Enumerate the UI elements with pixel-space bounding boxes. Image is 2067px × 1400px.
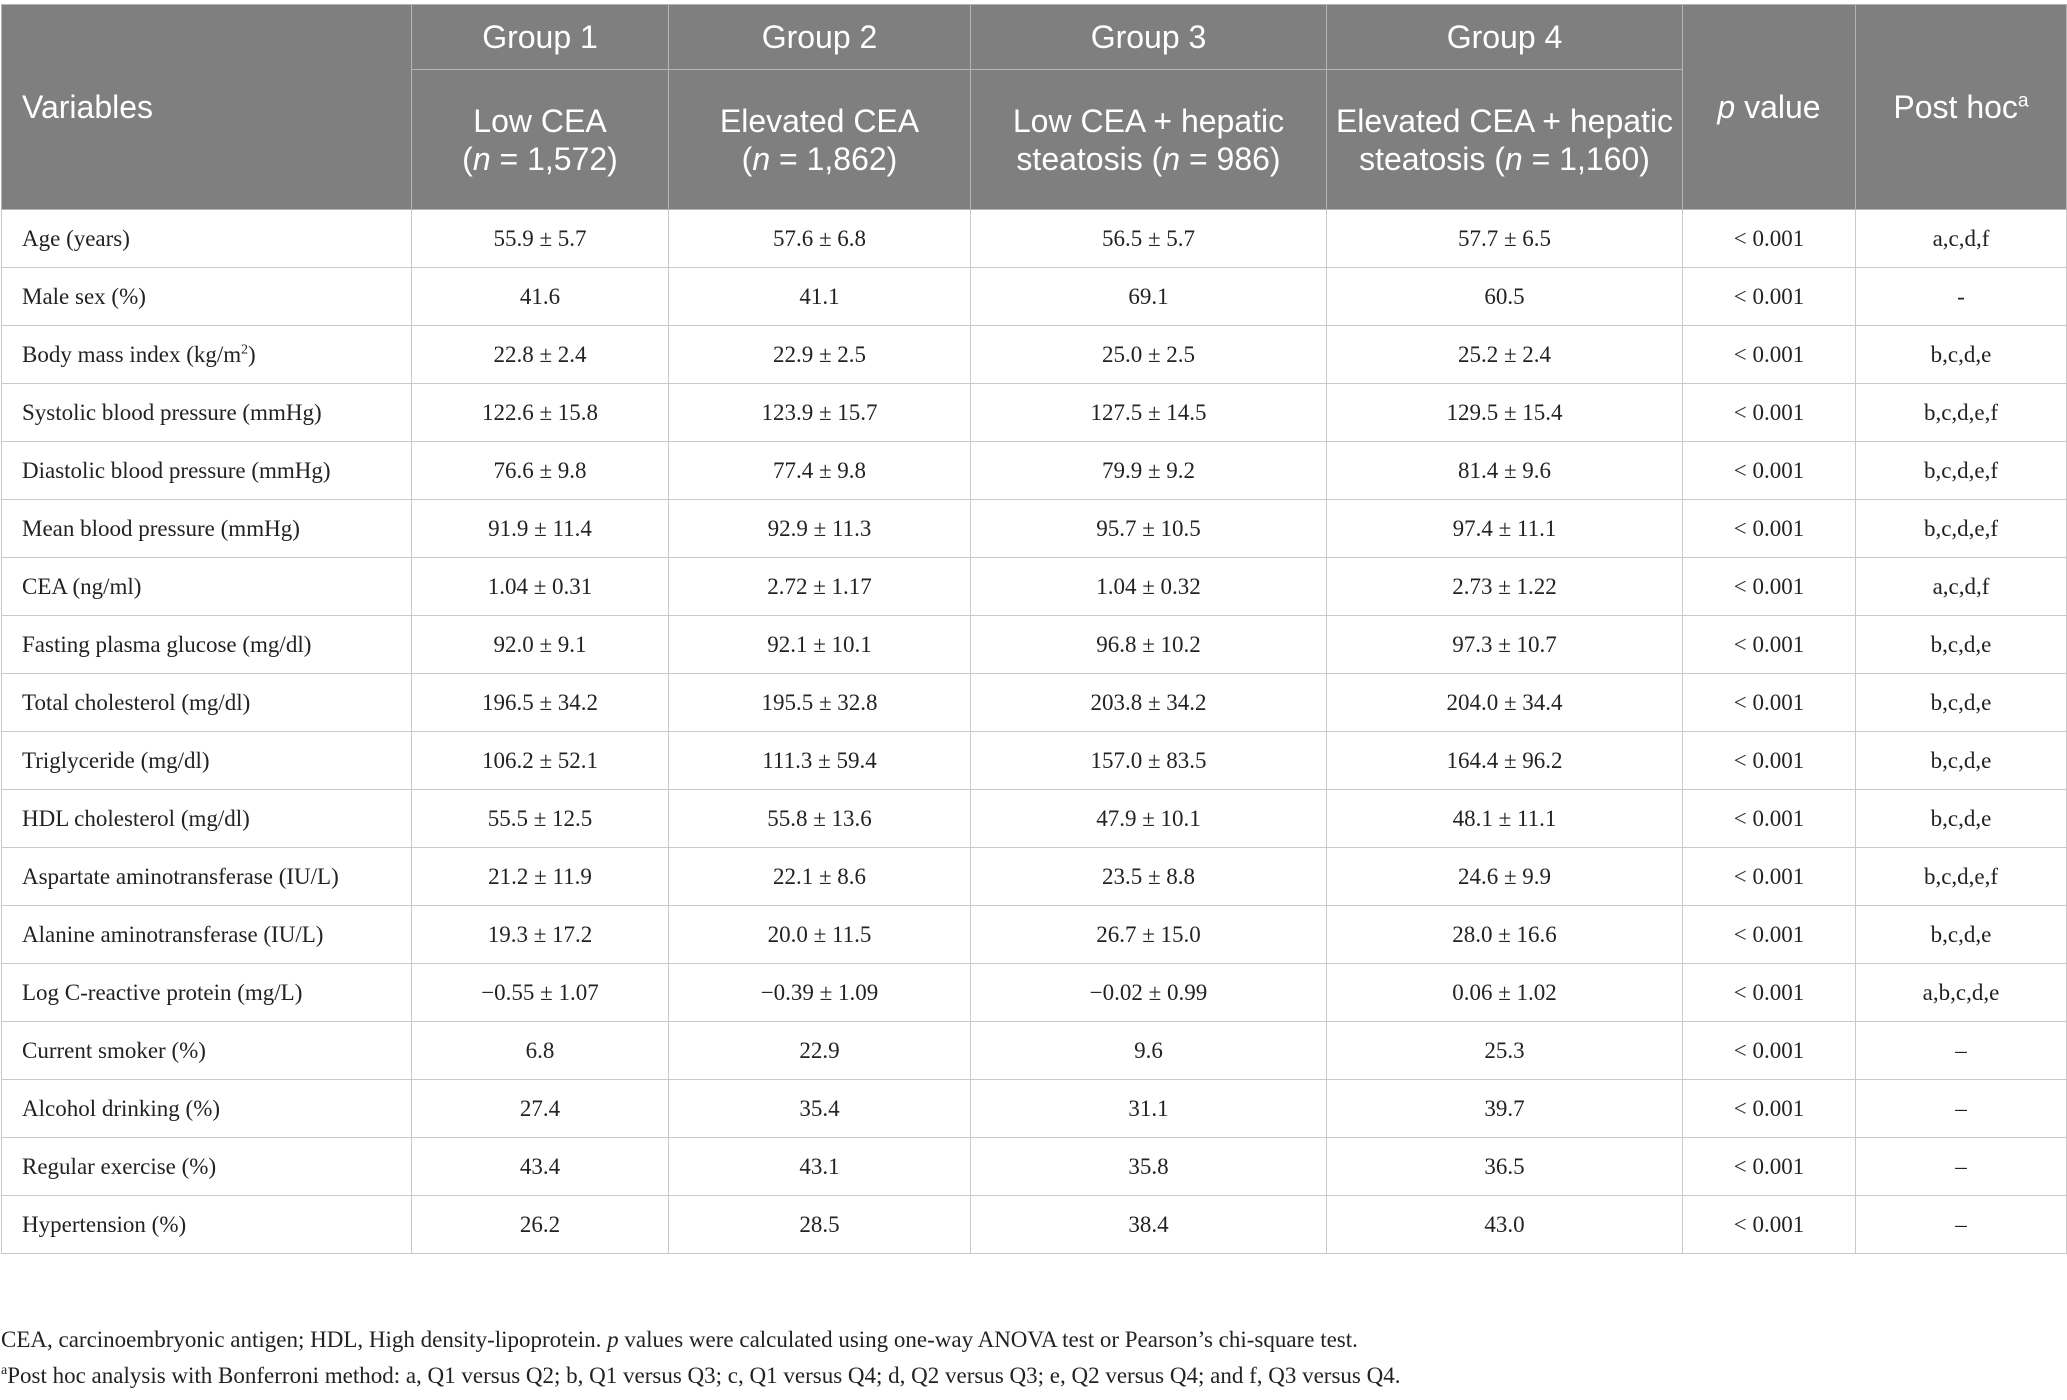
group-3-n-pre: steatosis (: [1016, 140, 1163, 177]
group-3-value: 79.9 ± 9.2: [971, 442, 1327, 500]
table-row: [2, 906, 2067, 964]
variable-label-text: Mean blood pressure (mmHg): [22, 515, 300, 541]
table-row: [2, 1022, 2067, 1080]
posthoc-header: [1856, 5, 2067, 210]
variable-label: [2, 1138, 412, 1196]
group-1-value: 1.04 ± 0.31: [412, 558, 669, 616]
group-2-value: 111.3 ± 59.4: [669, 732, 971, 790]
p-italic: p: [1717, 89, 1736, 125]
group-4-value: 164.4 ± 96.2: [1327, 732, 1683, 790]
group-4-value: 0.06 ± 1.02: [1327, 964, 1683, 1022]
group-2-value: 77.4 ± 9.8: [669, 442, 971, 500]
variable-label-text: CEA (ng/ml): [22, 573, 142, 599]
group-1-value: 76.6 ± 9.8: [412, 442, 669, 500]
variable-label: [2, 1022, 412, 1080]
group-3-value: 56.5 ± 5.7: [971, 210, 1327, 268]
variable-label-text: HDL cholesterol (mg/dl): [22, 805, 250, 831]
footnote-abbrev-text: CEA, carcinoembryonic antigen; HDL, High density-lipoprotein.: [1, 1327, 602, 1352]
group-4-n-italic: n: [1504, 140, 1523, 177]
variable-label: [2, 210, 412, 268]
group-2-value: 195.5 ± 32.8: [669, 674, 971, 732]
group-1-value: 55.5 ± 12.5: [412, 790, 669, 848]
group-2-value: 22.9 ± 2.5: [669, 326, 971, 384]
group-1-value: 91.9 ± 11.4: [412, 500, 669, 558]
p-value: < 0.001: [1683, 558, 1856, 616]
group-4-n-post: = 1,160): [1522, 140, 1650, 177]
p-value: < 0.001: [1683, 1196, 1856, 1254]
p-value: < 0.001: [1683, 848, 1856, 906]
group-2-value: 43.1: [669, 1138, 971, 1196]
p-value: < 0.001: [1683, 732, 1856, 790]
group-1-header: Group 1: [412, 5, 669, 70]
group-1-value: 26.2: [412, 1196, 669, 1254]
footnote-p-italic: p: [607, 1327, 619, 1352]
variable-label-text: Alcohol drinking (%): [22, 1095, 221, 1121]
group-4-value: 25.3: [1327, 1022, 1683, 1080]
group-4-value: 129.5 ± 15.4: [1327, 384, 1683, 442]
group-3-header: Group 3: [971, 5, 1327, 70]
group-1-value: 196.5 ± 34.2: [412, 674, 669, 732]
group-3-n-italic: n: [1162, 140, 1181, 177]
variable-label-text: Systolic blood pressure (mmHg): [22, 399, 322, 425]
group-4-value: 204.0 ± 34.4: [1327, 674, 1683, 732]
group-3-value: 69.1: [971, 268, 1327, 326]
group-1-value: 55.9 ± 5.7: [412, 210, 669, 268]
group-1-value: 92.0 ± 9.1: [412, 616, 669, 674]
variable-label: [2, 964, 412, 1022]
group-1-value: 21.2 ± 11.9: [412, 848, 669, 906]
table-row: [2, 616, 2067, 674]
group-2-desc: [669, 70, 971, 210]
group-3-value: 25.0 ± 2.5: [971, 326, 1327, 384]
posthoc-value: b,c,d,e: [1856, 790, 2067, 848]
posthoc-value: b,c,d,e: [1856, 906, 2067, 964]
group-1-value: 22.8 ± 2.4: [412, 326, 669, 384]
group-3-value: 35.8: [971, 1138, 1327, 1196]
group-3-desc-text: Low CEA + hepatic: [1012, 102, 1285, 139]
table-row: [2, 732, 2067, 790]
group-4-desc: [1327, 70, 1683, 210]
group-1-value: 27.4: [412, 1080, 669, 1138]
group-2-value: −0.39 ± 1.09: [669, 964, 971, 1022]
variable-label: [2, 500, 412, 558]
table-row: [2, 268, 2067, 326]
posthoc-label: Post hoc: [1893, 89, 2018, 125]
p-value: < 0.001: [1683, 790, 1856, 848]
table-row: [2, 500, 2067, 558]
variable-label: [2, 848, 412, 906]
footnote-abbreviations: [1, 1327, 2061, 1353]
p-value: < 0.001: [1683, 964, 1856, 1022]
group-4-desc-text: Elevated CEA + hepatic: [1335, 102, 1674, 139]
group-1-value: −0.55 ± 1.07: [412, 964, 669, 1022]
group-2-n-post: = 1,862): [770, 140, 898, 177]
table-row: [2, 210, 2067, 268]
p-value: < 0.001: [1683, 1138, 1856, 1196]
group-2-header: Group 2: [669, 5, 971, 70]
group-2-value: 57.6 ± 6.8: [669, 210, 971, 268]
variable-label-text: Alanine aminotransferase (IU/L): [22, 921, 324, 947]
variable-label-text: Log C-reactive protein (mg/L): [22, 979, 303, 1005]
variable-label: [2, 1196, 412, 1254]
group-3-value: 1.04 ± 0.32: [971, 558, 1327, 616]
p-value: < 0.001: [1683, 616, 1856, 674]
p-value: < 0.001: [1683, 1080, 1856, 1138]
variable-label-text: Diastolic blood pressure (mmHg): [22, 457, 331, 483]
group-3-value: 26.7 ± 15.0: [971, 906, 1327, 964]
variable-label-text: Male sex (%): [22, 283, 146, 309]
group-4-value: 97.3 ± 10.7: [1327, 616, 1683, 674]
variable-label-text: Triglyceride (mg/dl): [22, 747, 210, 773]
group-4-n-pre: steatosis (: [1359, 140, 1505, 177]
variable-label-text: Body mass index (kg/m: [22, 341, 242, 367]
variable-label: [2, 674, 412, 732]
posthoc-value: b,c,d,e,f: [1856, 384, 2067, 442]
baseline-characteristics-table: [1, 4, 2067, 1254]
group-4-value: 48.1 ± 11.1: [1327, 790, 1683, 848]
posthoc-value: -: [1856, 268, 2067, 326]
group-3-value: 95.7 ± 10.5: [971, 500, 1327, 558]
posthoc-value: –: [1856, 1196, 2067, 1254]
posthoc-value: b,c,d,e: [1856, 674, 2067, 732]
posthoc-value: –: [1856, 1138, 2067, 1196]
footnote-posthoc-sup: a: [1, 1363, 8, 1378]
variable-label: [2, 1080, 412, 1138]
p-value: < 0.001: [1683, 442, 1856, 500]
variable-label: [2, 906, 412, 964]
group-3-value: 9.6: [971, 1022, 1327, 1080]
table-header: [2, 5, 2067, 210]
group-2-desc-text: Elevated CEA: [719, 102, 920, 139]
group-3-value: −0.02 ± 0.99: [971, 964, 1327, 1022]
group-3-value: 38.4: [971, 1196, 1327, 1254]
p-value: < 0.001: [1683, 384, 1856, 442]
variable-label: [2, 442, 412, 500]
table-row: [2, 790, 2067, 848]
group-3-value: 47.9 ± 10.1: [971, 790, 1327, 848]
posthoc-value: –: [1856, 1080, 2067, 1138]
group-2-value: 41.1: [669, 268, 971, 326]
group-1-n-pre: (: [462, 140, 473, 177]
table-row: [2, 384, 2067, 442]
footnote-posthoc-note: Post hoc analysis with Bonferroni method: a, Q1 versus Q2; b, Q1 versus Q3; c, Q1 versus Q4; d, Q2 versus Q3; e, Q2 versus Q4; and f, Q3 versus Q4.: [7, 1363, 1401, 1388]
p-value: < 0.001: [1683, 1022, 1856, 1080]
variables-header: Variables: [2, 5, 412, 210]
posthoc-value: b,c,d,e: [1856, 616, 2067, 674]
variable-label-text: Age (years): [22, 225, 130, 251]
posthoc-value: b,c,d,e,f: [1856, 500, 2067, 558]
table-row: [2, 848, 2067, 906]
variable-label-text: Regular exercise (%): [22, 1153, 217, 1179]
group-3-n-post: = 986): [1180, 140, 1281, 177]
group-2-n-pre: (: [741, 140, 753, 177]
posthoc-sup: a: [2017, 90, 2029, 112]
group-4-value: 57.7 ± 6.5: [1327, 210, 1683, 268]
variable-label-sup: 2: [241, 340, 249, 356]
footnote-p-note: values were calculated using one-way ANOVA test or Pearson’s chi-square test.: [618, 1327, 1358, 1352]
table-row: [2, 558, 2067, 616]
variable-label-text: Current smoker (%): [22, 1037, 206, 1063]
variable-label-text: Fasting plasma glucose (mg/dl): [22, 631, 312, 657]
group-2-value: 123.9 ± 15.7: [669, 384, 971, 442]
group-1-n-italic: n: [472, 140, 491, 177]
p-value-header: [1683, 5, 1856, 210]
group-1-value: 41.6: [412, 268, 669, 326]
p-value-rest: value: [1735, 89, 1821, 125]
group-2-value: 35.4: [669, 1080, 971, 1138]
posthoc-value: b,c,d,e,f: [1856, 848, 2067, 906]
group-2-value: 2.72 ± 1.17: [669, 558, 971, 616]
variable-label-text: Aspartate aminotransferase (IU/L): [22, 863, 339, 889]
group-3-value: 31.1: [971, 1080, 1327, 1138]
group-2-value: 92.9 ± 11.3: [669, 500, 971, 558]
posthoc-value: a,c,d,f: [1856, 210, 2067, 268]
group-2-value: 22.9: [669, 1022, 971, 1080]
group-1-value: 122.6 ± 15.8: [412, 384, 669, 442]
group-2-value: 28.5: [669, 1196, 971, 1254]
group-3-value: 96.8 ± 10.2: [971, 616, 1327, 674]
group-2-value: 20.0 ± 11.5: [669, 906, 971, 964]
group-4-value: 81.4 ± 9.6: [1327, 442, 1683, 500]
table-row: [2, 1138, 2067, 1196]
group-3-value: 203.8 ± 34.2: [971, 674, 1327, 732]
group-1-desc: [412, 70, 669, 210]
posthoc-value: b,c,d,e: [1856, 732, 2067, 790]
group-4-value: 28.0 ± 16.6: [1327, 906, 1683, 964]
footnote-posthoc: [1, 1363, 2061, 1389]
group-4-value: 24.6 ± 9.9: [1327, 848, 1683, 906]
p-value: < 0.001: [1683, 326, 1856, 384]
group-1-n-post: = 1,572): [490, 140, 618, 177]
variable-label: [2, 384, 412, 442]
group-4-value: 25.2 ± 2.4: [1327, 326, 1683, 384]
group-3-value: 23.5 ± 8.8: [971, 848, 1327, 906]
group-4-value: 39.7: [1327, 1080, 1683, 1138]
table-row: [2, 674, 2067, 732]
group-2-n-italic: n: [752, 140, 771, 177]
table-row: [2, 1080, 2067, 1138]
group-1-value: 19.3 ± 17.2: [412, 906, 669, 964]
group-4-value: 2.73 ± 1.22: [1327, 558, 1683, 616]
variable-label-text: Hypertension (%): [22, 1211, 187, 1237]
group-4-value: 43.0: [1327, 1196, 1683, 1254]
variable-label: [2, 732, 412, 790]
group-2-value: 22.1 ± 8.6: [669, 848, 971, 906]
p-value: < 0.001: [1683, 500, 1856, 558]
group-1-desc-text: Low CEA: [473, 102, 607, 139]
p-value: < 0.001: [1683, 210, 1856, 268]
group-4-value: 60.5: [1327, 268, 1683, 326]
variable-label: [2, 790, 412, 848]
posthoc-value: b,c,d,e: [1856, 326, 2067, 384]
posthoc-value: a,c,d,f: [1856, 558, 2067, 616]
table-row: [2, 1196, 2067, 1254]
p-value: < 0.001: [1683, 674, 1856, 732]
table-row: [2, 442, 2067, 500]
group-4-header: Group 4: [1327, 5, 1683, 70]
variable-label: [2, 616, 412, 674]
variable-label: [2, 326, 412, 384]
group-2-value: 55.8 ± 13.6: [669, 790, 971, 848]
group-3-desc: [971, 70, 1327, 210]
group-1-value: 106.2 ± 52.1: [412, 732, 669, 790]
group-3-value: 157.0 ± 83.5: [971, 732, 1327, 790]
table-row: [2, 964, 2067, 1022]
group-4-value: 36.5: [1327, 1138, 1683, 1196]
group-1-value: 6.8: [412, 1022, 669, 1080]
posthoc-value: b,c,d,e,f: [1856, 442, 2067, 500]
table-body: [2, 210, 2067, 1254]
posthoc-value: a,b,c,d,e: [1856, 964, 2067, 1022]
table-row: [2, 326, 2067, 384]
posthoc-value: –: [1856, 1022, 2067, 1080]
variable-label-text: Total cholesterol (mg/dl): [22, 689, 251, 715]
variable-label: [2, 558, 412, 616]
group-2-value: 92.1 ± 10.1: [669, 616, 971, 674]
group-4-value: 97.4 ± 11.1: [1327, 500, 1683, 558]
group-3-value: 127.5 ± 14.5: [971, 384, 1327, 442]
p-value: < 0.001: [1683, 268, 1856, 326]
group-1-value: 43.4: [412, 1138, 669, 1196]
p-value: < 0.001: [1683, 906, 1856, 964]
variable-label: [2, 268, 412, 326]
variable-label-end: ): [248, 341, 256, 367]
